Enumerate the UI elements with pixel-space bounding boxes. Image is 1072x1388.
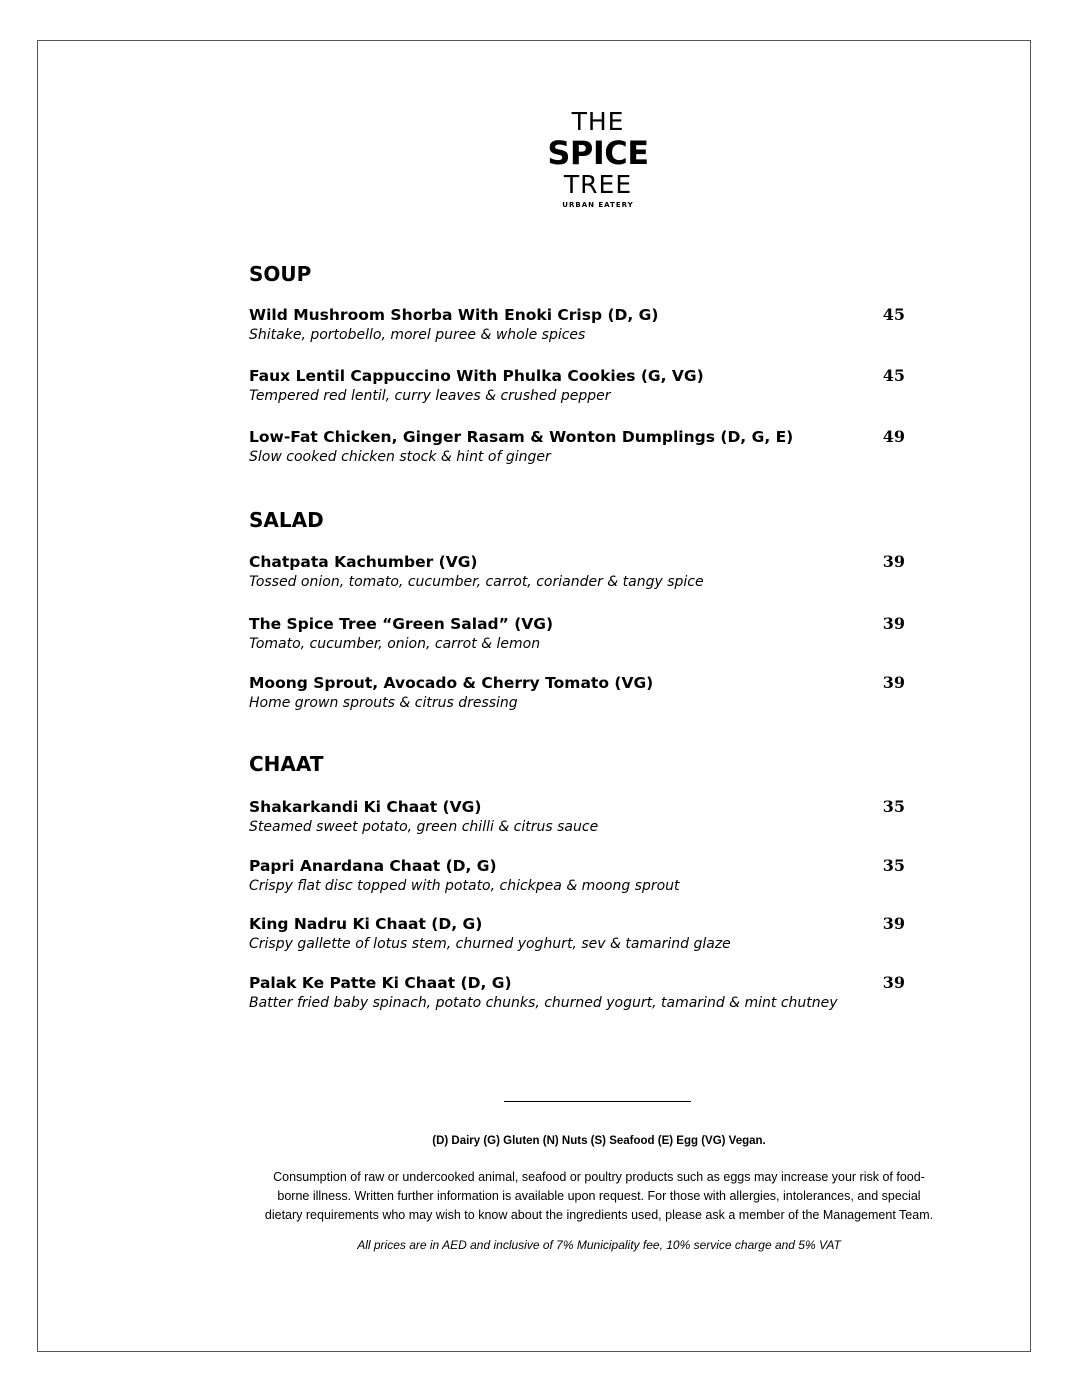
logo-line-tree: TREE: [563, 170, 633, 199]
item-price: 39: [882, 914, 905, 933]
menu-item: [249, 973, 905, 1013]
logo-line-spice: SPICE: [547, 134, 649, 172]
item-name: The Spice Tree “Green Salad” (VG): [249, 615, 554, 633]
item-name: Low-Fat Chicken, Ginger Rasam & Wonton Dumplings (D, G, E): [249, 428, 794, 446]
menu-item: [249, 797, 905, 837]
item-description: Shitake, portobello, morel puree & whole spices: [249, 327, 586, 343]
item-description: Home grown sprouts & citrus dressing: [249, 695, 518, 711]
item-name: Palak Ke Patte Ki Chaat (D, G): [249, 974, 512, 992]
prices-note: All prices are in AED and inclusive of 7% Municipality fee, 10% service charge and 5% VAT: [357, 1238, 841, 1252]
section-title-chaat: CHAAT: [249, 752, 324, 776]
health-notice: [249, 1168, 949, 1225]
item-price: 45: [882, 305, 905, 324]
item-description: Tempered red lentil, curry leaves & crushed pepper: [249, 388, 611, 404]
logo-line-the: THE: [571, 107, 625, 136]
notice-line: borne illness. Written further information is available upon request. For those with allergies, intolerances, and special: [277, 1189, 921, 1203]
section-title-soup: SOUP: [249, 262, 312, 286]
item-description: Crispy gallette of lotus stem, churned yoghurt, sev & tamarind glaze: [249, 936, 731, 952]
menu-item: [249, 552, 905, 592]
item-description: Tossed onion, tomato, cucumber, carrot, coriander & tangy spice: [249, 574, 704, 590]
logo-tagline: URBAN EATERY: [562, 201, 634, 209]
menu-item: [249, 366, 905, 406]
menu-item: [249, 673, 905, 713]
menu-item: [249, 614, 905, 654]
item-price: 35: [882, 797, 905, 816]
item-price: 39: [882, 673, 905, 692]
item-price: 39: [882, 614, 905, 633]
item-price: 45: [882, 366, 905, 385]
item-description: Batter fried baby spinach, potato chunks, churned yogurt, tamarind & mint chutney: [249, 995, 838, 1011]
item-price: 49: [882, 427, 905, 446]
allergen-legend: (D) Dairy (G) Gluten (N) Nuts (S) Seafood (E) Egg (VG) Vegan.: [432, 1135, 766, 1147]
item-name: Wild Mushroom Shorba With Enoki Crisp (D, G): [249, 306, 659, 324]
menu-item: [249, 427, 905, 467]
item-description: Steamed sweet potato, green chilli & citrus sauce: [249, 819, 599, 835]
item-name: Faux Lentil Cappuccino With Phulka Cookies (G, VG): [249, 367, 704, 385]
item-price: 35: [882, 856, 905, 875]
section-title-salad: SALAD: [249, 508, 324, 532]
item-name: Moong Sprout, Avocado & Cherry Tomato (VG): [249, 674, 654, 692]
footer-divider: [504, 1101, 691, 1102]
item-name: Shakarkandi Ki Chaat (VG): [249, 798, 482, 816]
menu-item: [249, 914, 905, 954]
item-price: 39: [882, 973, 905, 992]
notice-line: Consumption of raw or undercooked animal, seafood or poultry products such as eggs may increase your risk of food-: [273, 1170, 925, 1184]
item-name: Chatpata Kachumber (VG): [249, 553, 478, 571]
menu-item: [249, 305, 905, 345]
item-description: Crispy flat disc topped with potato, chickpea & moong sprout: [249, 878, 680, 894]
item-description: Tomato, cucumber, onion, carrot & lemon: [249, 636, 541, 652]
restaurant-logo: [540, 108, 656, 220]
item-name: King Nadru Ki Chaat (D, G): [249, 915, 483, 933]
item-description: Slow cooked chicken stock & hint of ginger: [249, 449, 551, 465]
menu-item: [249, 856, 905, 896]
item-name: Papri Anardana Chaat (D, G): [249, 857, 497, 875]
item-price: 39: [882, 552, 905, 571]
notice-line: dietary requirements who may wish to know about the ingredients used, please ask a member of the Management Team.: [264, 1208, 934, 1222]
